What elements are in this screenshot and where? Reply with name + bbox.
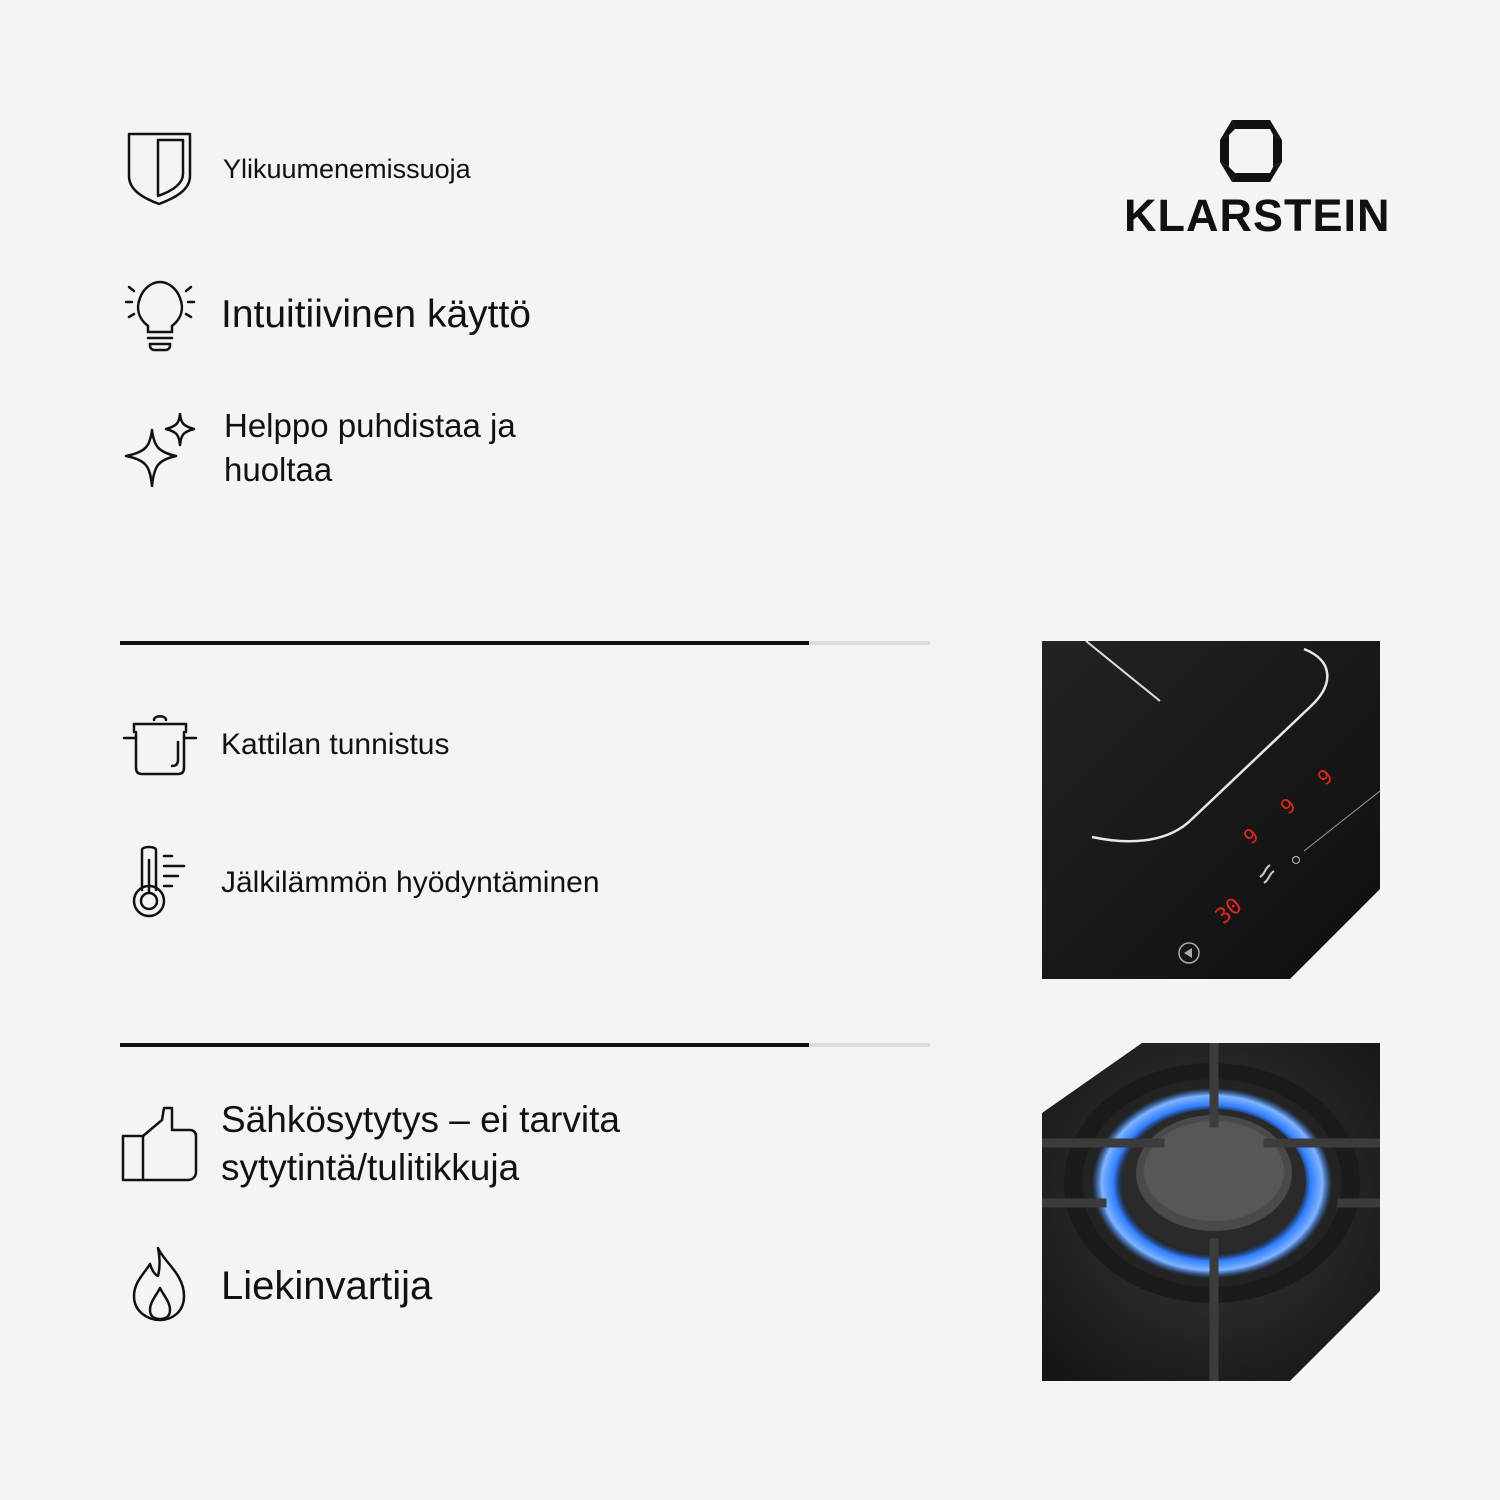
feature-pot-detection: Kattilan tunnistus: [221, 728, 450, 761]
readout-2: 9: [1275, 792, 1301, 820]
induction-hob-illustration: [1042, 641, 1380, 979]
readout-1: 9: [1238, 822, 1264, 850]
feature-easy-clean: [224, 404, 516, 492]
feature-intuitive-use: Intuitiivinen käyttö: [221, 293, 532, 336]
divider-bottom-fill: [120, 1043, 809, 1047]
feature-electric-ignition: [221, 1096, 620, 1192]
divider-top: [120, 641, 930, 645]
sparkle-icon: [120, 410, 200, 490]
readout-3: 9: [1312, 763, 1338, 791]
flame-icon: [120, 1244, 200, 1324]
induction-hob-image: [1042, 641, 1380, 979]
gas-burner-image: [1042, 1043, 1380, 1381]
gas-burner-illustration: [1042, 1043, 1380, 1381]
brand-name: KLARSTEIN: [1124, 190, 1391, 241]
klarstein-logo-icon: [1220, 120, 1282, 182]
feature-electric-ignition-line-1: Sähkösytytys – ei tarvita: [221, 1099, 620, 1140]
thumbs-up-icon: [120, 1104, 200, 1184]
thermometer-icon: [120, 842, 200, 922]
readout-timer: 30: [1211, 893, 1248, 930]
feature-overheat-protection: Ylikuumenemissuoja: [223, 154, 471, 184]
divider-top-fill: [120, 641, 809, 645]
shield-icon: [120, 126, 200, 206]
feature-easy-clean-line-2: huoltaa: [224, 451, 333, 488]
lightbulb-icon: [120, 272, 200, 352]
feature-electric-ignition-line-2: sytytintä/tulitikkuja: [221, 1147, 520, 1188]
divider-bottom: [120, 1043, 930, 1047]
feature-flame-guard: Liekinvartija: [221, 1264, 433, 1308]
pot-icon: [120, 710, 200, 790]
feature-residual-heat: Jälkilämmön hyödyntäminen: [221, 866, 600, 899]
feature-easy-clean-line-1: Helppo puhdistaa ja: [224, 407, 516, 444]
